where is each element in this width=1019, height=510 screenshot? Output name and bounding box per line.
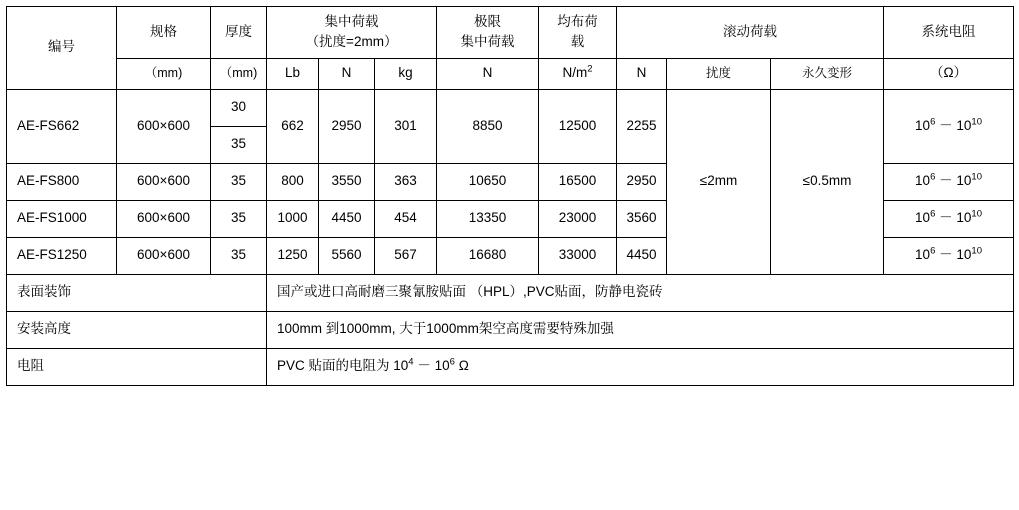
header-ultimate-line1: 极限: [474, 14, 502, 29]
row-ultimate: 8850: [437, 89, 539, 163]
row-uniform: 12500: [539, 89, 617, 163]
header-ultimate-unit: N: [437, 58, 539, 89]
row-spec: 600×600: [117, 200, 211, 237]
row-spec: 600×600: [117, 163, 211, 200]
header-uniform-unit-exponent: 2: [587, 63, 593, 75]
row-n: 2950: [319, 89, 375, 163]
header-concentrated-load-line1: 集中荷载: [324, 14, 379, 29]
row-thickness-a: 30: [211, 89, 267, 126]
header-system-resistance: 系统电阻: [884, 7, 1014, 59]
header-concentrated-load: [267, 7, 437, 59]
header-row-1: [7, 7, 1014, 59]
header-uniform-load: [539, 7, 617, 59]
header-deflection: 扰度: [667, 58, 771, 89]
row-uniform: 33000: [539, 237, 617, 274]
header-thickness-unit: （mm): [211, 58, 267, 89]
header-uniform-line1: 均布荷: [557, 14, 598, 29]
header-concentrated-load-line2: （扰度=2mm）: [305, 34, 398, 50]
row-kg: 454: [375, 200, 437, 237]
row-lb: 662: [267, 89, 319, 163]
row-kg: 567: [375, 237, 437, 274]
row-thickness: 35: [211, 200, 267, 237]
row-kg: 301: [375, 89, 437, 163]
header-rolling-unit: N: [617, 58, 667, 89]
header-code: 编号: [7, 7, 117, 90]
row-code: AE-FS1000: [7, 200, 117, 237]
note-label-resistance: 电阻: [7, 348, 267, 385]
row-lb: 1000: [267, 200, 319, 237]
spec-table: [6, 6, 1014, 386]
header-permanent-deformation: 永久变形: [771, 58, 884, 89]
note-value-resistance: PVC 贴面的电阻为 $10^4 - 10^6$ Ω: [267, 348, 1014, 385]
row-lb: 1250: [267, 237, 319, 274]
row-resistance: $10^6 - 10^{10}$: [884, 163, 1014, 200]
table-row: [7, 89, 1014, 126]
row-thickness-b: 35: [211, 126, 267, 163]
row-spec: 600×600: [117, 237, 211, 274]
row-ultimate: 13350: [437, 200, 539, 237]
row-rolling: 3560: [617, 200, 667, 237]
row-rolling: 2255: [617, 89, 667, 163]
row-resistance: $10^6 - 10^{10}$: [884, 200, 1014, 237]
header-kg: kg: [375, 58, 437, 89]
row-kg: 363: [375, 163, 437, 200]
rolling-deflection-value: ≤2mm: [667, 89, 771, 274]
row-spec: 600×600: [117, 89, 211, 163]
header-ultimate-line2: 集中荷载: [460, 34, 515, 50]
row-n: 4450: [319, 200, 375, 237]
row-resistance: $10^6 - 10^{10}$: [884, 237, 1014, 274]
row-uniform: 16500: [539, 163, 617, 200]
header-lb: Lb: [267, 58, 319, 89]
row-n: 3550: [319, 163, 375, 200]
rolling-permanent-value: ≤0.5mm: [771, 89, 884, 274]
row-code: AE-FS1250: [7, 237, 117, 274]
header-uniform-line2: 载: [570, 34, 585, 50]
row-thickness: 35: [211, 237, 267, 274]
header-n: N: [319, 58, 375, 89]
note-label-height: 安装高度: [7, 311, 267, 348]
row-code: AE-FS662: [7, 89, 117, 163]
header-row-2: [7, 58, 1014, 89]
header-thickness: 厚度: [211, 7, 267, 59]
note-row-resistance: [7, 348, 1014, 385]
row-ultimate: 16680: [437, 237, 539, 274]
row-thickness: 35: [211, 163, 267, 200]
note-label-surface: 表面装饰: [7, 274, 267, 311]
row-ultimate: 10650: [437, 163, 539, 200]
row-n: 5560: [319, 237, 375, 274]
row-rolling: 4450: [617, 237, 667, 274]
header-ultimate-load: [437, 7, 539, 59]
row-lb: 800: [267, 163, 319, 200]
row-uniform: 23000: [539, 200, 617, 237]
row-code: AE-FS800: [7, 163, 117, 200]
note-value-height: 100mm 到1000mm, 大于1000mm架空高度需要特殊加强: [267, 311, 1014, 348]
header-spec-unit: （mm): [117, 58, 211, 89]
header-rolling-load: 滚动荷载: [617, 7, 884, 59]
note-value-surface: 国产或进口高耐磨三聚氰胺贴面 （HPL）,PVC贴面，防静电瓷砖: [267, 274, 1014, 311]
header-uniform-unit: $N/m^2$: [539, 58, 617, 89]
row-rolling: 2950: [617, 163, 667, 200]
row-resistance: $10^6 - 10^{10}$: [884, 89, 1014, 163]
header-resistance-unit: （Ω）: [884, 58, 1014, 89]
note-row-height: [7, 311, 1014, 348]
note-row-surface: [7, 274, 1014, 311]
header-spec: 规格: [117, 7, 211, 59]
